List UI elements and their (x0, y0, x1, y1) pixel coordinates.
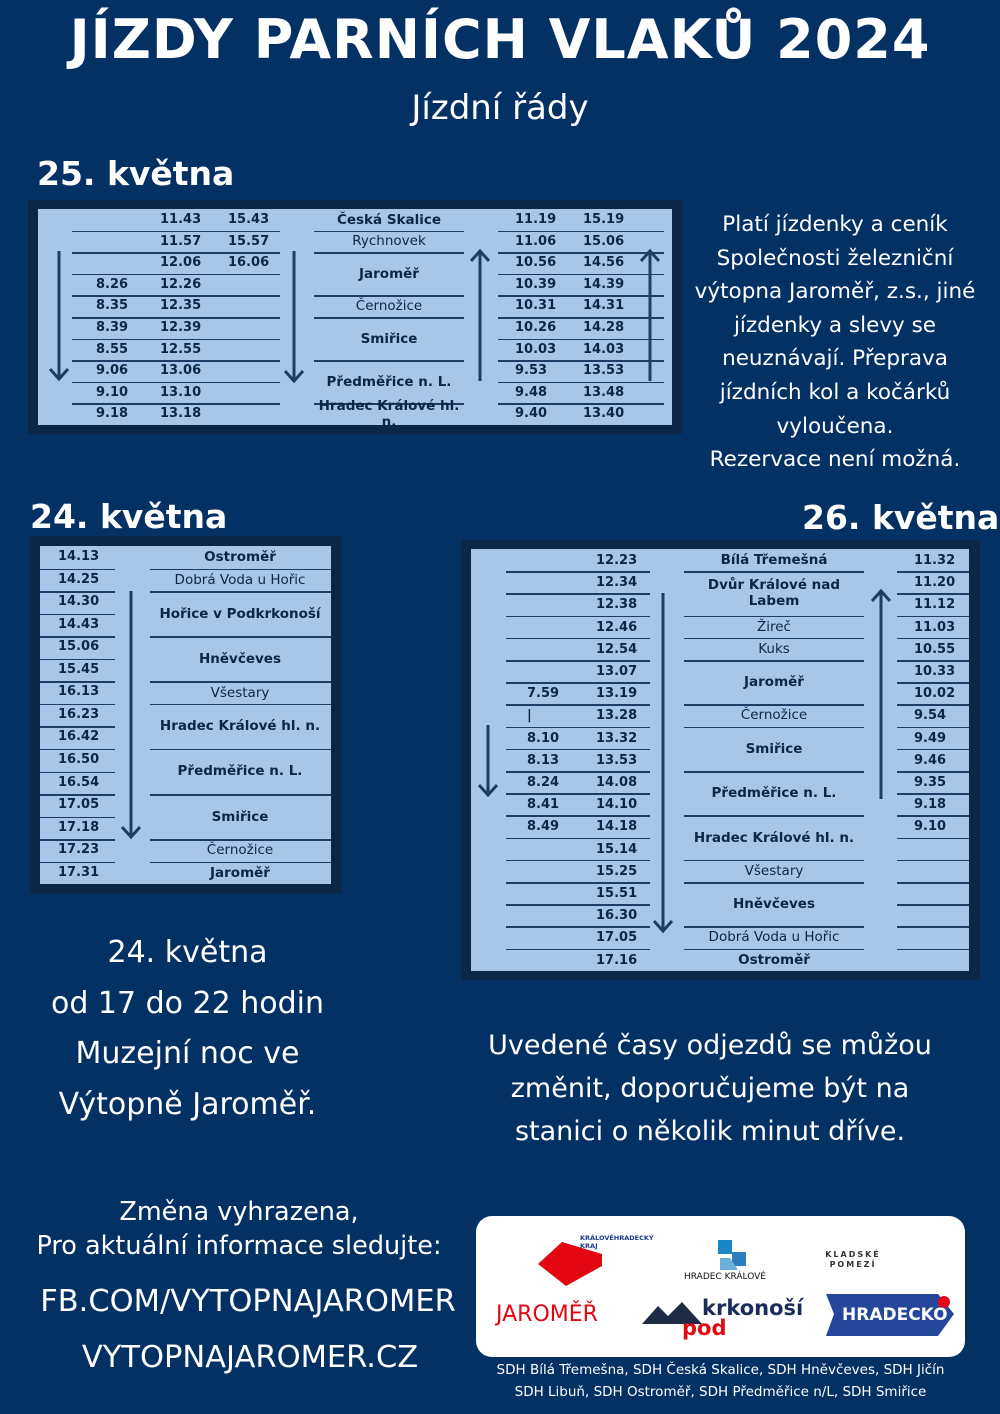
row-divider (40, 681, 115, 683)
row-divider (897, 749, 969, 751)
sdh-line: SDH Bílá Třemešna, SDH Česká Skalice, SDH Hněvčeves, SDH Jičín (496, 1362, 945, 1378)
station-name: Hradec Králové hl. n. (318, 398, 460, 431)
arrow-down-icon (282, 251, 306, 383)
museum-line: 24. května (107, 935, 268, 970)
row-divider (72, 339, 280, 341)
departure-time: 15.25 (596, 863, 638, 879)
arrow-up-icon (468, 249, 492, 381)
departure-time: 15.43 (228, 212, 270, 227)
departure-time: 10.55 (914, 641, 956, 657)
row-divider (897, 882, 969, 884)
departure-time: 17.16 (596, 952, 638, 968)
departure-time: 14.56 (583, 255, 625, 271)
station-name: Všestary (210, 684, 270, 701)
departure-time: 13.53 (596, 752, 638, 768)
departure-time: 9.06 (96, 363, 129, 379)
may26-heading: 26. května (802, 498, 1000, 537)
row-divider (40, 704, 115, 706)
row-divider (40, 636, 115, 638)
follow-text: Pro aktuální informace sledujte: (36, 1231, 442, 1261)
row-divider (72, 231, 280, 233)
pod-logo-text: pod (682, 1316, 727, 1340)
row-divider (506, 682, 650, 684)
row-divider (40, 749, 115, 751)
hradecko-logo-text: HRADECKO (842, 1305, 948, 1325)
row-divider (897, 571, 969, 573)
departure-time: 12.46 (596, 619, 638, 635)
departure-time: | (527, 708, 532, 724)
departure-time: 12.23 (596, 553, 638, 568)
departure-time: 12.35 (160, 298, 202, 314)
departure-time: 10.02 (914, 686, 956, 702)
departure-time: 11.32 (914, 553, 956, 568)
row-divider (72, 403, 280, 405)
station-name: Černožice (355, 298, 423, 315)
station-name: Předměřice n. L. (711, 785, 837, 802)
departure-time: 13.19 (596, 686, 638, 702)
row-divider (897, 593, 969, 595)
row-divider (897, 860, 969, 862)
departure-time: 8.55 (96, 341, 129, 357)
departure-time: 14.10 (596, 797, 638, 813)
departure-time: 10.33 (914, 664, 956, 679)
row-divider (40, 862, 115, 864)
departure-time: 9.35 (914, 775, 947, 790)
row-divider (72, 252, 280, 254)
row-divider (897, 638, 969, 640)
row-divider (498, 231, 664, 233)
station-name: Smiřice (745, 740, 803, 757)
row-divider (72, 317, 280, 319)
kraj-logo-text: KRÁLOVÉHRADECKÝ KRAJ (580, 1234, 654, 1250)
website-link[interactable]: VYTOPNAJAROMER.CZ (81, 1340, 419, 1375)
arrow-down-icon (651, 593, 675, 933)
row-divider (498, 382, 664, 384)
kladske-logo: KLADSKÉ POMEZÍ (825, 1250, 881, 1269)
departure-time: 9.40 (515, 406, 548, 422)
row-divider (506, 638, 650, 640)
row-divider (506, 771, 650, 773)
station-name: Hradec Králové hl. n. (693, 829, 855, 846)
departure-time: 8.41 (527, 797, 560, 813)
departure-time: 15.06 (583, 233, 625, 249)
departure-time: 15.06 (58, 639, 100, 655)
station-name: Smiřice (360, 330, 418, 347)
station-name: Hněvčeves (732, 896, 815, 913)
departure-time: 13.53 (583, 363, 625, 379)
change-line: stanici o několik minut dříve. (514, 1116, 906, 1147)
departure-time: 16.50 (58, 751, 100, 767)
row-divider (498, 403, 664, 405)
row-divider (897, 682, 969, 684)
ticket-info (680, 208, 990, 477)
row-divider (897, 904, 969, 906)
row-divider (506, 815, 650, 817)
row-divider (897, 771, 969, 773)
departure-time: 14.31 (583, 298, 625, 314)
jaromer-logo: JAROMĚŘ (496, 1302, 598, 1327)
station-name: Jaroměř (210, 864, 270, 881)
reservation-note: Rezervace není možná. (709, 447, 961, 473)
departure-time: 16.54 (58, 774, 100, 790)
departure-time: 8.13 (527, 752, 560, 768)
row-divider (897, 793, 969, 795)
row-divider (506, 904, 650, 906)
departure-time: 13.48 (583, 384, 625, 400)
hk-logo (716, 1238, 750, 1272)
departure-time: 10.26 (515, 320, 557, 335)
station-name: Ostroměř (204, 549, 276, 566)
station-name: Česká Skalice (336, 211, 442, 228)
time-change-note (470, 1024, 950, 1153)
arrow-up-icon (869, 589, 893, 799)
row-divider (40, 591, 115, 593)
departure-time: 17.23 (58, 842, 100, 858)
station-name: Jaroměř (359, 265, 419, 282)
departure-time: 15.57 (228, 233, 270, 249)
krkonose-logo-text: krkonoší (702, 1296, 804, 1320)
departure-time: 10.39 (515, 276, 557, 292)
row-divider (72, 295, 280, 297)
row-divider (506, 882, 650, 884)
row-divider (40, 839, 115, 841)
row-divider (897, 660, 969, 662)
row-divider (506, 860, 650, 862)
may25-heading: 25. května (37, 154, 235, 193)
station-name: Smiřice (211, 808, 269, 825)
departure-time: 15.14 (596, 841, 638, 857)
row-divider (897, 727, 969, 729)
row-divider (897, 838, 969, 840)
departure-time: 9.46 (914, 752, 947, 768)
row-divider (506, 926, 650, 928)
departure-time: 12.06 (160, 255, 202, 271)
departure-time: 9.18 (96, 406, 129, 422)
departure-time: 15.19 (583, 212, 625, 227)
change-reserved: Změna vyhrazena, (119, 1197, 359, 1227)
departure-time: 9.18 (914, 797, 947, 813)
may24-heading: 24. května (30, 497, 228, 536)
departure-time: 16.13 (58, 684, 100, 700)
arrow-down-icon (47, 251, 71, 381)
departure-time: 16.30 (596, 908, 638, 924)
departure-time: 10.56 (515, 255, 557, 271)
departure-time: 9.10 (96, 384, 129, 400)
station-name: Hněvčeves (198, 650, 281, 667)
station-name: Dvůr Králové nad Labem (707, 577, 841, 610)
departure-time: 14.08 (596, 775, 638, 790)
departure-time: 16.23 (58, 706, 100, 722)
station-name: Hořice v Podkrkonoší (159, 605, 321, 622)
departure-time: 15.51 (596, 886, 638, 901)
station-name: Dobrá Voda u Hořic (708, 929, 840, 946)
departure-time: 9.10 (914, 819, 947, 835)
departure-time: 8.24 (527, 775, 560, 790)
station-name: Předměřice n. L. (326, 373, 452, 390)
departure-time: 11.06 (515, 233, 557, 249)
departure-time: 8.39 (96, 320, 129, 335)
ticket-info-text: Platí jízdenky a ceník Společnosti železniční výtopna Jaroměř, z.s., jiné jízdenky a slevy se neuznávají. Přeprava jízdních kol a kočárků vyloučena. (694, 212, 976, 439)
departure-time: 10.03 (515, 341, 557, 357)
departure-time: 14.28 (583, 320, 625, 335)
departure-time: 13.10 (160, 384, 202, 400)
departure-time: 17.18 (58, 819, 100, 835)
departure-time: 14.43 (58, 616, 100, 632)
row-divider (72, 274, 280, 276)
departure-time: 8.35 (96, 298, 129, 314)
departure-time: 14.39 (583, 276, 625, 292)
row-divider (506, 660, 650, 662)
departure-time: 14.25 (58, 571, 100, 587)
row-divider (897, 616, 969, 618)
row-divider (897, 949, 969, 951)
row-divider (897, 704, 969, 706)
departure-time: 11.20 (914, 575, 956, 591)
timetable-may24 (30, 536, 342, 894)
departure-time: 9.53 (515, 363, 548, 379)
museum-night-note (20, 928, 355, 1130)
departure-time: 17.05 (58, 797, 100, 813)
museum-line: Muzejní noc ve (75, 1036, 300, 1072)
sdh-credits (472, 1359, 969, 1403)
departure-time: 11.43 (160, 212, 202, 227)
departure-time: 13.06 (160, 363, 202, 379)
row-divider (506, 571, 650, 573)
departure-time: 14.03 (583, 341, 625, 357)
station-name: Dobrá Voda u Hořic (174, 571, 306, 588)
departure-time: 13.28 (596, 708, 638, 724)
departure-time: 17.31 (58, 864, 100, 880)
departure-time: 11.12 (914, 597, 956, 613)
departure-time: 11.03 (914, 619, 956, 635)
departure-time: 12.39 (160, 320, 202, 335)
timetable-may26 (461, 540, 980, 980)
departure-time: 17.05 (596, 930, 638, 946)
museum-line: Výtopně Jaroměř. (58, 1086, 317, 1122)
departure-time: 8.26 (96, 276, 129, 292)
station-name: Černožice (206, 842, 274, 859)
station-name: Všestary (744, 862, 804, 879)
facebook-link[interactable]: FB.COM/VYTOPNAJAROMER (40, 1284, 456, 1319)
row-divider (506, 704, 650, 706)
departure-time: 16.42 (58, 729, 100, 745)
arrow-down-icon (119, 591, 143, 839)
station-name: Žireč (757, 618, 791, 635)
station-name: Bílá Třemešná (720, 552, 828, 569)
change-line: změnit, doporučujeme být na (510, 1073, 910, 1104)
station-name: Černožice (740, 707, 808, 724)
row-divider (506, 616, 650, 618)
station-name: Kuks (758, 640, 790, 657)
timetable-may25 (28, 200, 682, 434)
departure-time: 7.59 (527, 686, 560, 702)
row-divider (40, 659, 115, 661)
hk-logo-text: HRADEC KRÁLOVÉ (684, 1272, 766, 1282)
departure-time: 15.45 (58, 661, 100, 677)
sponsor-logos (476, 1216, 965, 1357)
row-divider (897, 815, 969, 817)
station-name: Ostroměř (738, 951, 810, 968)
change-line: Uvedené časy odjezdů se můžou (488, 1030, 932, 1061)
departure-time: 9.49 (914, 730, 947, 746)
row-divider (40, 614, 115, 616)
departure-time: 14.30 (58, 594, 100, 610)
departure-time: 12.26 (160, 276, 202, 292)
departure-time: 13.07 (596, 664, 638, 679)
row-divider (72, 360, 280, 362)
row-divider (40, 817, 115, 819)
row-divider (897, 926, 969, 928)
station-name: Hradec Králové hl. n. (159, 718, 321, 735)
departure-time: 12.34 (596, 575, 638, 591)
departure-time: 13.18 (160, 406, 202, 422)
departure-time: 14.18 (596, 819, 638, 835)
row-divider (506, 749, 650, 751)
row-divider (506, 727, 650, 729)
row-divider (40, 794, 115, 796)
row-divider (506, 793, 650, 795)
row-divider (506, 838, 650, 840)
row-divider (40, 569, 115, 571)
departure-time: 8.49 (527, 819, 560, 835)
row-divider (506, 949, 650, 951)
station-name: Předměřice n. L. (177, 763, 303, 780)
page-title: JÍZDY PARNÍCH VLAKŮ 2024 (69, 8, 931, 71)
row-divider (506, 593, 650, 595)
footer-info (0, 1195, 478, 1263)
departure-time: 12.54 (596, 641, 638, 657)
departure-time: 16.06 (228, 255, 270, 271)
arrow-up-icon (638, 249, 662, 381)
departure-time: 12.55 (160, 341, 202, 357)
departure-time: 11.57 (160, 233, 202, 249)
row-divider (72, 382, 280, 384)
row-divider (40, 726, 115, 728)
departure-time: 12.38 (596, 597, 638, 613)
departure-time: 10.31 (515, 298, 557, 314)
row-divider (40, 772, 115, 774)
page-subtitle: Jízdní řády (411, 88, 589, 128)
departure-time: 14.13 (58, 549, 100, 564)
departure-time: 9.54 (914, 708, 947, 724)
arrow-down-icon (476, 725, 500, 797)
station-name: Jaroměř (744, 674, 804, 691)
departure-time: 9.48 (515, 384, 548, 400)
museum-line: od 17 do 22 hodin (50, 985, 325, 1021)
departure-time: 11.19 (515, 212, 557, 227)
sdh-line: SDH Libuň, SDH Ostroměř, SDH Předměřice n/L, SDH Smiřice (514, 1384, 927, 1400)
departure-time: 13.40 (583, 406, 625, 422)
departure-time: 8.10 (527, 730, 560, 746)
departure-time: 13.32 (596, 730, 638, 746)
station-name: Rychnovek (352, 233, 426, 250)
